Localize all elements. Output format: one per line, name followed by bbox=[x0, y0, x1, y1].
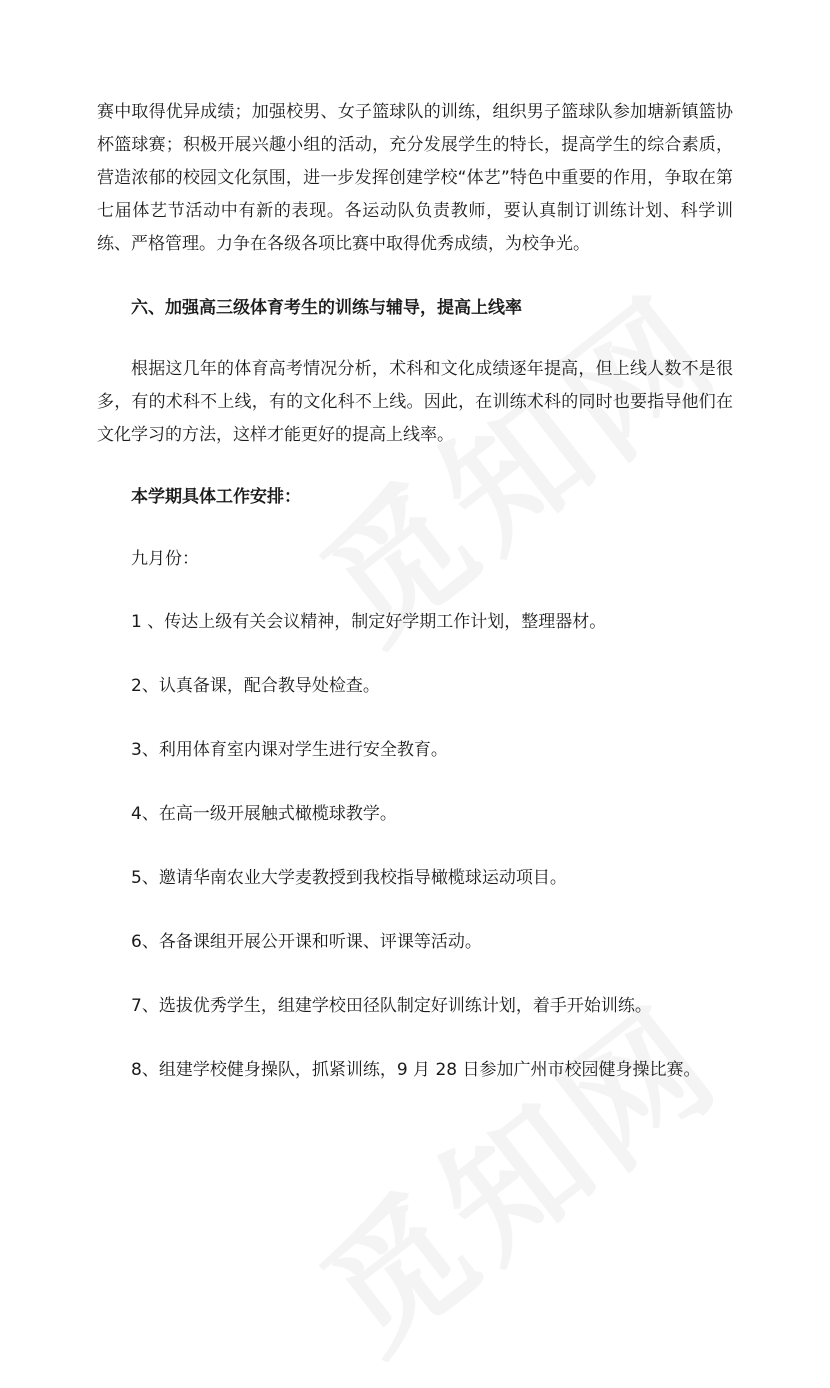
list-item: 3、利用体育室内课对学生进行安全教育。 bbox=[131, 740, 448, 760]
list-item: 5、邀请华南农业大学麦教授到我校指导橄榄球运动项目。 bbox=[131, 868, 567, 888]
schedule-heading: 本学期具体工作安排： bbox=[131, 487, 301, 507]
list-item: 1 、传达上级有关会议精神，制定好学期工作计划，整理器材。 bbox=[131, 612, 607, 632]
intro-paragraph: 赛中取得优异成绩；加强校男、女子篮球队的训练，组织男子篮球队参加塘新镇篮协杯篮球赛；积极开展兴趣小组的活动，充分发展学生的特长，提高学生的综合素质，营造浓郁的校园文化氛围，进一步发挥创建学校“体艺”特色中重要的作用，争取在第七届体艺节活动中有新的表现。各运动队负责教师，要认真制订训练计划、科学训练、严格管理。力争在各级各项比赛中取得优秀成绩，为校争光。 bbox=[97, 102, 733, 254]
list-item: 6、各备课组开展公开课和听课、评课等活动。 bbox=[131, 932, 482, 952]
list-item: 2、认真备课，配合教导处检查。 bbox=[131, 676, 380, 696]
month-label: 九月份： bbox=[131, 549, 199, 569]
document-body bbox=[97, 96, 733, 1087]
list-item: 8、组建学校健身操队，抓紧训练，9 月 28 日参加广州市校园健身操比赛。 bbox=[131, 1060, 701, 1080]
section-six-body: 根据这几年的体育高考情况分析，术科和文化成绩逐年提高，但上线人数不是很多，有的术科不上线，有的文化科不上线。因此，在训练术科的同时也要指导他们在文化学习的方法，这样才能更好的提高上线率。 bbox=[97, 359, 733, 445]
section-six-heading: 六、加强高三级体育考生的训练与辅导，提高上线率 bbox=[131, 298, 522, 318]
list-item: 7、选拔优秀学生，组建学校田径队制定好训练计划，着手开始训练。 bbox=[131, 996, 652, 1016]
list-item: 4、在高一级开展触式橄榄球教学。 bbox=[131, 804, 397, 824]
